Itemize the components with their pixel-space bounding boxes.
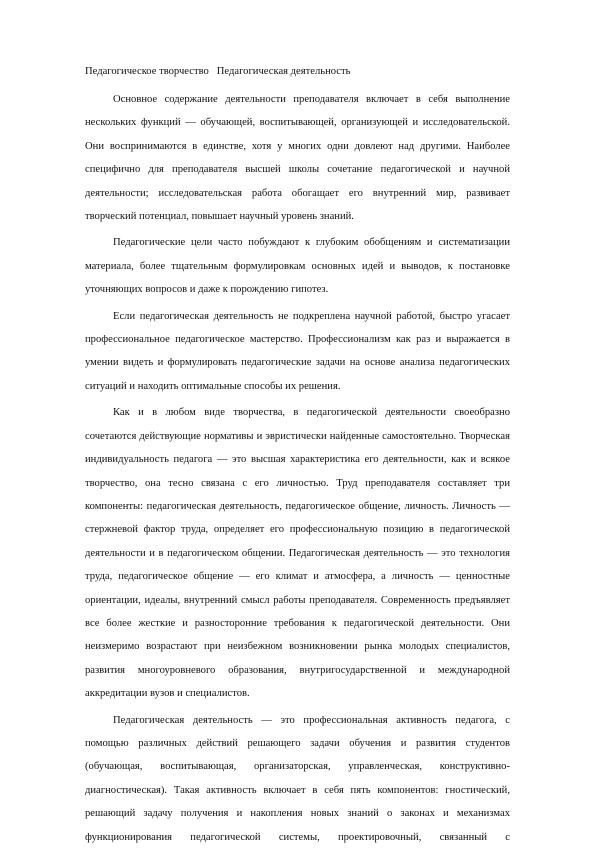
paragraph-professional-mastery: Если педагогическая деятельность не подкреплена научной работой, быстро угасает профессиональное педагогическое мастерство. Профессионализм как раз и выражается в умении видеть и формулировать педагогические задачи на основе анализа педагогических ситуаций и находить оптимальные способы их решения.	[85, 310, 510, 392]
paragraph-creative-individuality: Как и в любом виде творчества, в педагогической деятельности своеобразно сочетаются действующие нормативы и эвристически найденные самостоятельно. Творческая индивидуальность педагога — это высшая характеристика его деятельности, как и всякое творчество, она тесно связана с его личностью. Труд преподавателя составляет три компоненты: педагогическая деятельность, педагогическое общение, личность. Личность — стержневой фактор труда, определяет его профессиональную позицию в педагогической деятельности и в педагогическом общении. Педагогическая деятельность — это технология труда, педагогическое общение — его климат и атмосфера, а личность — ценностные ориентации, идеалы, внутренний смысл работы преподавателя. Современность предъявляет все более жесткие и разносторонние требования к педагогической деятельности. Они неизмеримо возрастают при неизбежном возникновении рынка молодых специалистов, развития многоуровневого образования, внутригосударственной и международной аккредитации вузов и специалистов.	[85, 407, 510, 700]
document-body	[85, 60, 510, 852]
paragraph-teacher-functions: Основное содержание деятельности преподавателя включает в себя выполнение нескольких функций — обучающей, воспитывающей, организующей и исследовательской. Они воспринимаются в единстве, хотя у многих одни довлеют над другими. Наиболее специфично для преподавателя высшей школы сочетание педагогической и научной деятельности; исследовательская работа обогащает его внутренний мир, развивает творческий потенциал, повышает научный уровень знаний.	[85, 94, 510, 223]
paragraph-pedagogical-goals: Педагогические цели часто побуждают к глубоким обобщениям и систематизации материала, более тщательным формулировкам основных идей и выводов, к постановке уточняющих вопросов и даже к порождению гипотез.	[85, 237, 510, 296]
paragraph-pedagogical-activity: Педагогическая деятельность — это профессиональная активность педагога, с помощью различных действий решающего задачи обучения и развития студентов (обучающая, воспитывающая, организаторская, управленческая, конструктивно-диагностическая). Такая активность включает в себя пять компонентов: гностический, решающий задачу получения и накопления новых знаний о законах и механизмах функционирования педагогической системы, проектировочный, связанный с	[85, 714, 510, 843]
document-heading: Педагогическое творчество Педагогическая деятельность	[85, 66, 351, 77]
